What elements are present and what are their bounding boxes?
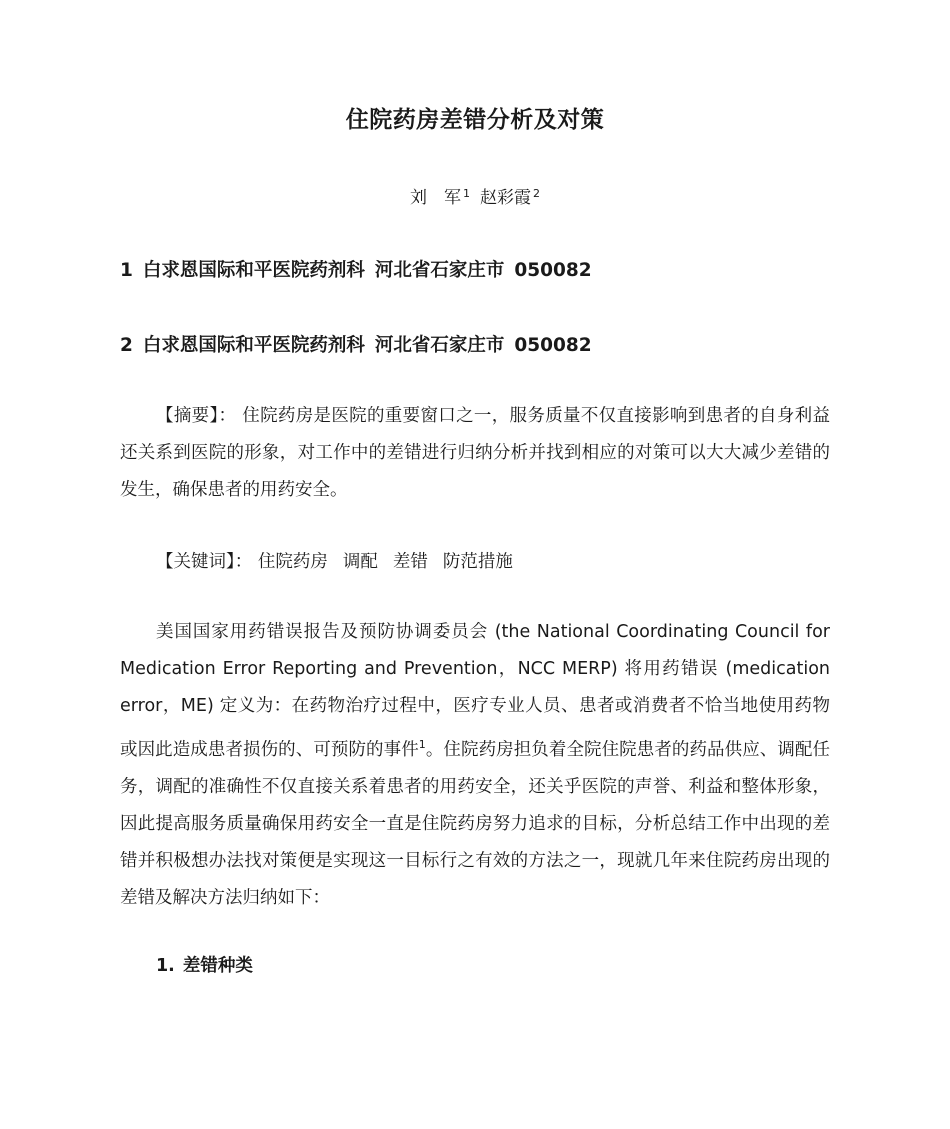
affiliation-location: 河北省石家庄市 (374, 335, 505, 356)
abstract-text: 住院药房是医院的重要窗口之一，服务质量不仅直接影响到患者的自身利益还关系到医院的形象，对工作中的差错进行归纳分析并找到相应的对策可以大大减少差错的发生，确保患者的用药安全。 (120, 406, 830, 501)
affiliation-number: 2 (120, 335, 133, 356)
keyword: 住院药房 (257, 552, 328, 572)
abstract-label: 【摘要】： (156, 406, 237, 426)
section-number: 1. (156, 956, 175, 976)
author-affiliation-mark: 1 (463, 187, 470, 200)
author-affiliation-mark: 2 (533, 187, 540, 200)
intro-text-part-2: 。住院药房担负着全院住院患者的药品供应、调配任务，调配的准确性不仅直接关系着患者的用药安全，还关乎医院的声誉、利益和整体形象，因此提高服务质量确保用药安全一直是住院药房努力追求的目标，分析总结工作中出现的差错并积极想办法找对策便是实现这一目标行之有效的方法之一，现就几年来住院药房出现的差错及解决方法归纳如下： (120, 739, 831, 909)
paper-title: 住院药房差错分析及对策 (345, 107, 605, 133)
section-heading (156, 952, 253, 977)
author-name: 赵彩霞 (480, 188, 531, 208)
affiliation-postcode: 050082 (514, 260, 592, 281)
intro-paragraph (120, 614, 830, 918)
section-title: 差错种类 (182, 956, 253, 976)
abstract-paragraph (120, 398, 830, 510)
keyword: 防范措施 (442, 552, 513, 572)
affiliation-location: 河北省石家庄市 (374, 260, 505, 281)
keywords-paragraph (120, 544, 830, 581)
citation-mark: 1 (418, 737, 426, 751)
intro-text-part-1: 美国国家用药错误报告及预防协调委员会 (the National Coordinating Council for Medication Error Reporting and Prevention，NCC MERP) 将用药错误 (medication error，ME) 定义为：在药物治疗过程中，医疗专业人员、患者或消费者不恰当地使用药物或因此造成患者损伤的、可预防的事件 (120, 622, 830, 760)
author-line (0, 183, 950, 208)
author-name: 刘 军 (410, 188, 461, 208)
keyword: 差错 (392, 552, 428, 572)
affiliation-postcode: 050082 (514, 335, 592, 356)
affiliation-number: 1 (120, 260, 133, 281)
affiliation-institution: 白求恩国际和平医院药剂科 (142, 260, 365, 281)
affiliation-2 (120, 331, 592, 357)
keywords-label: 【关键词】： (156, 552, 253, 572)
keyword: 调配 (342, 552, 378, 572)
affiliation-institution: 白求恩国际和平医院药剂科 (142, 335, 365, 356)
affiliation-1 (120, 256, 592, 282)
